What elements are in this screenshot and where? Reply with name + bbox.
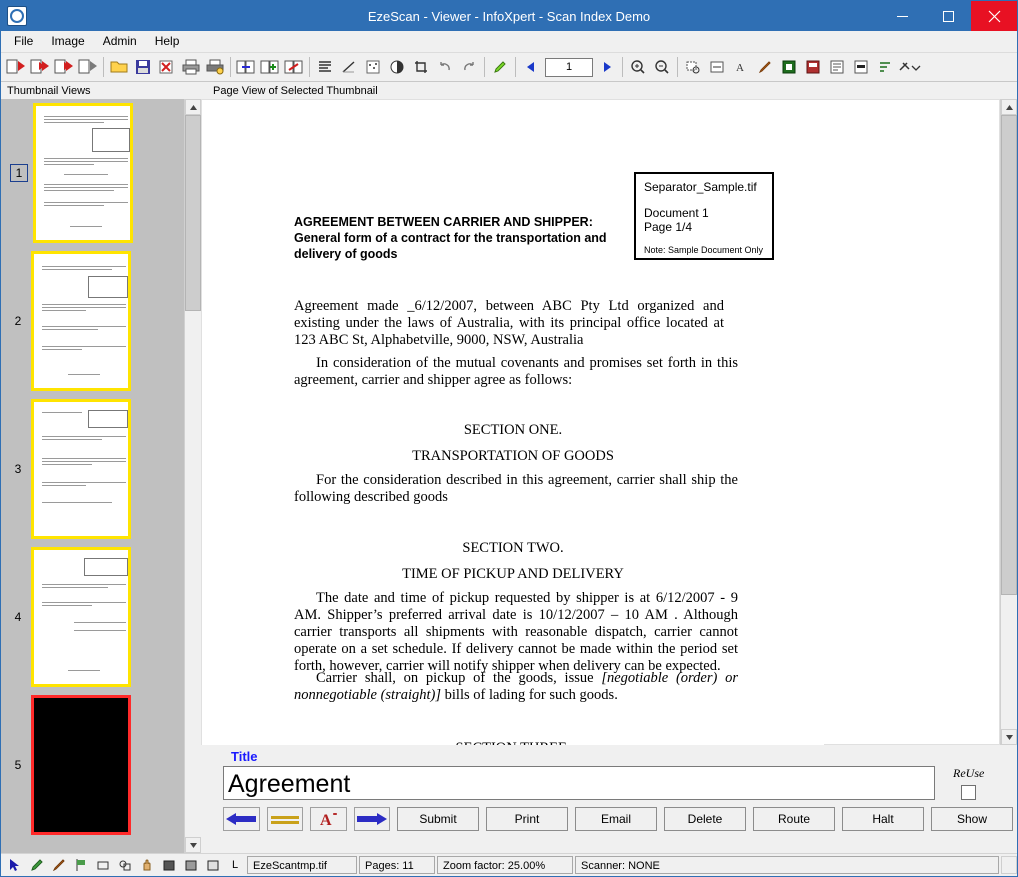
title-input[interactable]: Agreement — [223, 766, 935, 800]
thumbnail-number: 5 — [14, 758, 22, 772]
document-page — [202, 100, 824, 760]
window-title: EzeScan - Viewer - InfoXpert - Scan Index Demo — [367, 8, 651, 24]
scroll-track[interactable] — [185, 115, 201, 837]
zoom-in-icon[interactable] — [626, 55, 650, 79]
page-view-wrapper — [201, 99, 1017, 745]
list-item[interactable] — [1, 543, 184, 691]
thumbnail-image[interactable] — [31, 251, 131, 391]
scroll-up-arrow-icon[interactable] — [185, 99, 201, 115]
scan-page-icon[interactable] — [4, 55, 28, 79]
thumbnail-image[interactable] — [31, 399, 131, 539]
document-section-one-title: TRANSPORTATION OF GOODS — [412, 448, 614, 464]
scan-duplex-icon[interactable] — [52, 55, 76, 79]
window-controls — [879, 1, 1017, 31]
menu-item-help[interactable]: Help — [154, 34, 180, 48]
printer-setup-icon[interactable] — [203, 55, 227, 79]
prev-page-icon[interactable] — [519, 55, 543, 79]
index-panel — [201, 745, 1017, 853]
crop-icon[interactable] — [409, 55, 433, 79]
paragraph-5-part-c: bills of lading for such goods. — [441, 687, 618, 703]
pointer-icon[interactable] — [5, 855, 25, 875]
close-x-icon[interactable] — [155, 55, 179, 79]
fill-light-icon[interactable] — [203, 855, 223, 875]
sort-icon[interactable] — [873, 55, 897, 79]
open-folder-icon[interactable] — [107, 55, 131, 79]
next-field-arrow-icon[interactable] — [354, 807, 391, 831]
thumbnail-number: 4 — [14, 610, 22, 624]
panel-headers — [1, 82, 1017, 99]
align-icon[interactable] — [313, 55, 337, 79]
main-body — [1, 99, 1017, 853]
flag-icon[interactable] — [71, 855, 91, 875]
thumbnails-scrollbar[interactable] — [184, 99, 201, 853]
zoom-selection-icon[interactable] — [681, 55, 705, 79]
fit-width-icon[interactable] — [705, 55, 729, 79]
scroll-track[interactable] — [1001, 115, 1017, 729]
svg-text:A: A — [736, 62, 744, 74]
thumbnail-image[interactable] — [31, 547, 131, 687]
thumbnails-panel — [1, 99, 201, 853]
redact-icon[interactable] — [849, 55, 873, 79]
page-panel — [201, 99, 1017, 853]
index-field-row — [207, 766, 1013, 800]
document-canvas — [202, 100, 999, 744]
invert-icon[interactable] — [385, 55, 409, 79]
list-item[interactable] — [1, 247, 184, 395]
save-icon[interactable] — [131, 55, 155, 79]
maximize-button[interactable] — [925, 1, 971, 31]
route-button[interactable]: Route — [753, 807, 835, 831]
status-zoom: Zoom factor: 25.00% — [437, 856, 573, 874]
replace-page-icon[interactable] — [282, 55, 306, 79]
page-number-input[interactable]: 1 — [545, 58, 593, 77]
index-field-label: Title — [231, 749, 258, 764]
tools-dropdown-icon[interactable] — [897, 55, 921, 79]
status-bar — [1, 853, 1017, 876]
page-view[interactable] — [201, 99, 1000, 745]
status-scanner: Scanner: NONE — [575, 856, 999, 874]
menu-bar — [1, 31, 1017, 53]
scan-batch-icon[interactable] — [28, 55, 52, 79]
status-pages: Pages: 11 — [359, 856, 435, 874]
reuse-control — [953, 766, 984, 800]
list-item[interactable] — [1, 395, 184, 543]
reuse-checkbox[interactable] — [961, 785, 976, 800]
status-filename: EzeScantmp.tif — [247, 856, 357, 874]
fill-dark-icon[interactable] — [159, 855, 179, 875]
list-item[interactable] — [1, 99, 184, 247]
thumbnail-image[interactable] — [33, 103, 133, 243]
shapes-icon[interactable] — [115, 855, 135, 875]
print-icon[interactable] — [179, 55, 203, 79]
menu-item-image[interactable]: Image — [51, 34, 85, 48]
stamp-icon[interactable] — [777, 55, 801, 79]
document-paragraph-4: The date and time of pickup requested by shipper is at 6/12/2007 - 9 AM. Shipper’s preferred arrival date is 10/12/2007 – 10 AM . Although carrier transports all shipments with reasonable dispatch, carrier cannot operate on a set schedule. If delivery cannot be made within the period set forth, however, carrier will notify shipper when delivery can be expected. — [294, 590, 738, 674]
document-paragraph-1: Agreement made _6/12/2007, between ABC Pty Ltd organized and existing under the laws of Australia, with its principal office located at 123 ABC St, Alphabetville, 9000, NSW, Australia — [294, 298, 724, 348]
svg-text:A: A — [320, 812, 332, 829]
insert-page-icon[interactable] — [234, 55, 258, 79]
thumbnail-image[interactable] — [31, 695, 131, 835]
highlighter-icon[interactable] — [488, 55, 512, 79]
print-button[interactable]: Print — [486, 807, 568, 831]
separator-note: Note: Sample Document Only — [644, 245, 764, 255]
scroll-down-arrow-icon[interactable] — [1001, 729, 1017, 745]
rectangle-icon[interactable] — [93, 855, 113, 875]
thumbnail-number: 2 — [14, 314, 22, 328]
separator-document: Document 1 — [644, 206, 709, 220]
clear-field-icon[interactable] — [267, 807, 304, 831]
append-page-icon[interactable] — [258, 55, 282, 79]
fill-mid-icon[interactable] — [181, 855, 201, 875]
paragraph-5-part-a: Carrier shall, on pickup of the goods, issue — [316, 670, 602, 686]
show-button[interactable]: Show — [931, 807, 1013, 831]
list-item[interactable] — [1, 691, 184, 839]
minimize-button[interactable] — [879, 1, 925, 31]
scroll-thumb[interactable] — [1001, 115, 1017, 595]
note-icon[interactable] — [801, 55, 825, 79]
highlighter-icon[interactable] — [27, 855, 47, 875]
prev-field-arrow-icon[interactable] — [223, 807, 260, 831]
form-icon[interactable] — [825, 55, 849, 79]
submit-button[interactable]: Submit — [397, 807, 479, 831]
letter-indicator: L — [231, 859, 239, 871]
pen-icon[interactable] — [49, 855, 69, 875]
scroll-thumb[interactable] — [185, 115, 201, 311]
resize-grip[interactable] — [1001, 856, 1017, 874]
menu-item-admin[interactable]: Admin — [102, 34, 137, 48]
zoom-out-icon[interactable] — [650, 55, 674, 79]
document-paragraph-3: For the consideration described in this agreement, carrier shall ship the following described goods — [294, 472, 738, 505]
document-paragraph-5 — [294, 670, 738, 704]
next-page-icon[interactable] — [595, 55, 619, 79]
index-buttons-row — [223, 807, 1013, 831]
pageview-header: Page View of Selected Thumbnail — [213, 84, 378, 97]
halt-button[interactable]: Halt — [842, 807, 924, 831]
email-button[interactable]: Email — [575, 807, 657, 831]
thumbnail-number: 3 — [14, 462, 22, 476]
document-paragraph-2: In consideration of the mutual covenants and promises set forth in this agreement, carrier and shipper agree as follows: — [294, 355, 738, 388]
uppercase-field-icon[interactable] — [310, 807, 347, 831]
delete-button[interactable]: Delete — [664, 807, 746, 831]
page-scrollbar[interactable] — [1000, 99, 1017, 745]
thumbnails-header: Thumbnail Views — [7, 84, 91, 97]
thumbnail-number: 1 — [10, 164, 28, 182]
redo-icon[interactable] — [457, 55, 481, 79]
paragraph-5-part-b: [negotiable (order) or nonnegotiable (straight)] — [294, 670, 738, 703]
scroll-down-arrow-icon[interactable] — [185, 837, 201, 853]
despeckle-icon[interactable] — [361, 55, 385, 79]
annotate-pen-icon[interactable] — [753, 55, 777, 79]
ezescan-icon — [7, 6, 27, 26]
title-bar — [1, 1, 1017, 31]
document-section-two: SECTION TWO. — [462, 540, 564, 556]
reuse-label: ReUse — [953, 766, 985, 780]
deskew-icon[interactable] — [337, 55, 361, 79]
separator-filename: Separator_Sample.tif — [644, 180, 757, 194]
close-button[interactable] — [971, 1, 1017, 31]
document-section-two-title: TIME OF PICKUP AND DELIVERY — [402, 566, 624, 582]
document-section-one: SECTION ONE. — [463, 422, 563, 438]
main-toolbar — [1, 53, 1017, 82]
scroll-up-arrow-icon[interactable] — [1001, 99, 1017, 115]
menu-item-file[interactable]: File — [14, 34, 34, 48]
ocr-text-icon[interactable] — [729, 55, 753, 79]
undo-icon[interactable] — [433, 55, 457, 79]
separator-page: Page 1/4 — [644, 220, 693, 234]
scan-stop-icon[interactable] — [76, 55, 100, 79]
thumbnail-list[interactable] — [1, 99, 184, 853]
separator-sheet-box — [634, 172, 774, 260]
document-heading: AGREEMENT BETWEEN CARRIER AND SHIPPER: General form of a contract for the transportation and delivery of goods — [294, 215, 607, 261]
hand-icon[interactable] — [137, 855, 157, 875]
